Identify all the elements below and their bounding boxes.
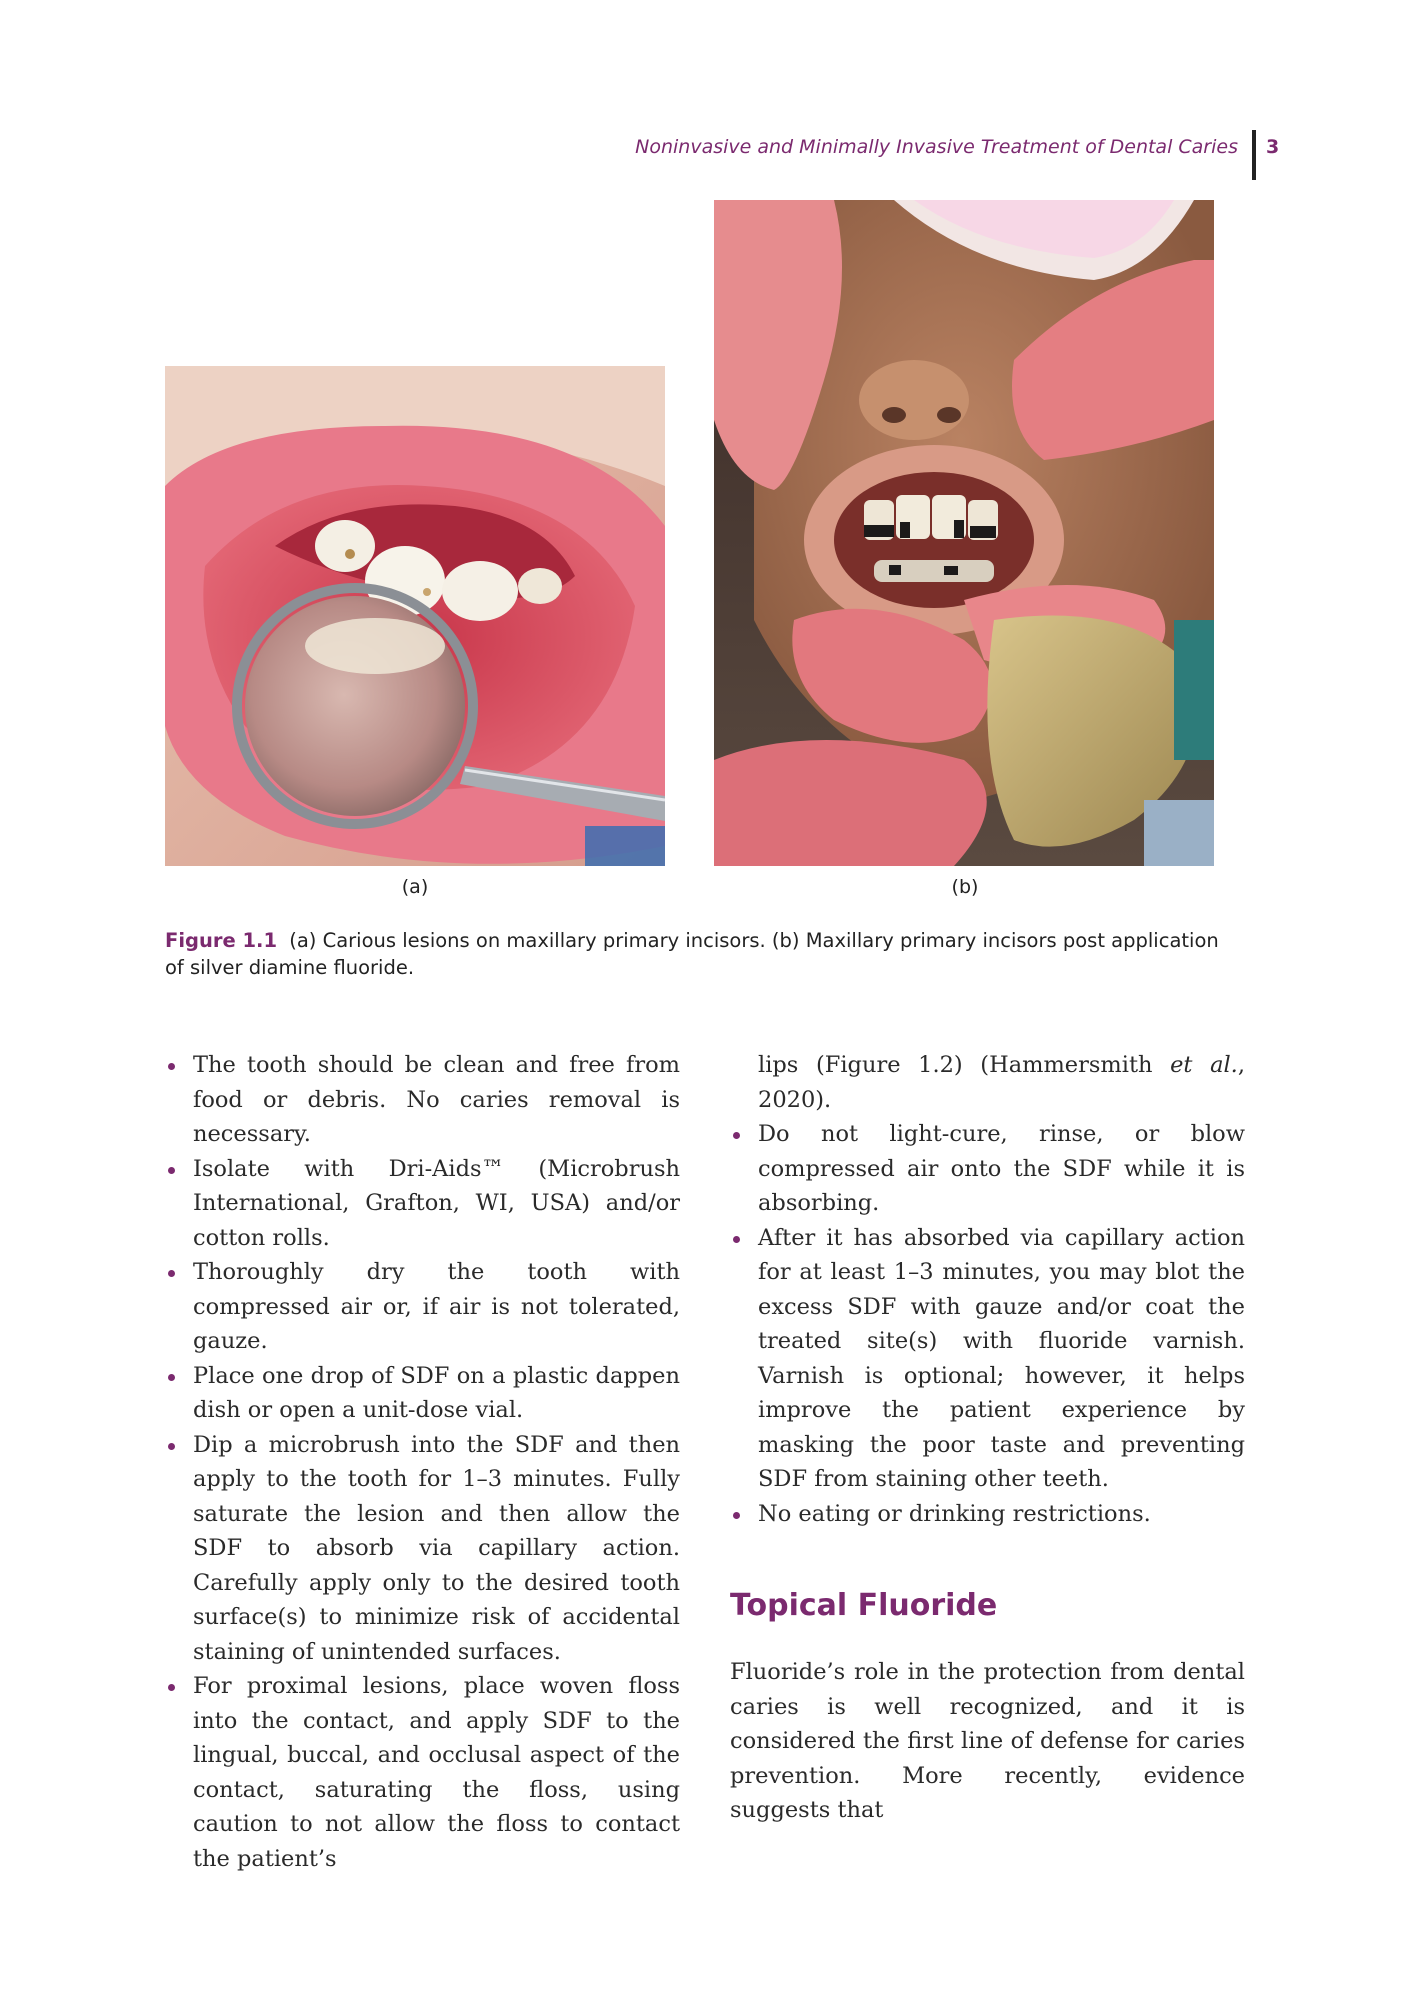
figure-caption-text: (a) Carious lesions on maxillary primary incisors. (b) Maxillary primary incisors post application of silver diamine fluoride. — [165, 929, 1219, 979]
photo-a-illustration — [165, 366, 665, 866]
list-item: The tooth should be clean and free from food or debris. No caries removal is necessary. — [165, 1048, 680, 1152]
list-item: Do not light-cure, rinse, or blow compressed air onto the SDF while it is absorbing. — [730, 1117, 1245, 1221]
list-item: For proximal lesions, place woven floss into the contact, and apply SDF to the lingual, buccal, and occlusal aspect of the contact, saturating the floss, using caution to not allow the floss to contact the patient’s — [165, 1669, 680, 1876]
bullet-continuation — [730, 1048, 1245, 1117]
body-paragraph: Fluoride’s role in the protection from dental caries is well recognized, and it is considered the first line of defense for caries prevention. More recently, evidence suggests that — [730, 1659, 1245, 1823]
section-heading: Topical Fluoride — [730, 1588, 998, 1623]
right-bullet-list — [730, 1117, 1245, 1531]
continuation-post: , 2020). — [758, 1052, 1245, 1113]
left-column — [165, 1048, 680, 1876]
list-item: Isolate with Dri-Aids™ (Microbrush International, Grafton, WI, USA) and/or cotton rolls. — [165, 1152, 680, 1256]
panel-label-a: (a) — [401, 876, 429, 898]
continuation-em: et al. — [1170, 1052, 1238, 1078]
list-item: Dip a microbrush into the SDF and then apply to the tooth for 1–3 minutes. Fully saturate the lesion and then allow the SDF to absorb via capillary action. Carefully apply only to the desired tooth surface(s) to minimize risk of accidental staining of unintended surfaces. — [165, 1428, 680, 1670]
photo-carious-incisors — [165, 366, 665, 866]
list-item: After it has absorbed via capillary action for at least 1–3 minutes, you may blot the excess SDF with gauze and/or coat the treated site(s) with fluoride varnish. Varnish is optional; however, it helps improve the patient experience by masking the poor taste and preventing SDF from staining other teeth. — [730, 1221, 1245, 1497]
page-number: 3 — [1266, 136, 1280, 158]
photo-incisors-post-sdf — [714, 200, 1214, 866]
list-item: No eating or drinking restrictions. — [730, 1497, 1245, 1532]
list-item: Place one drop of SDF on a plastic dappen dish or open a unit-dose vial. — [165, 1359, 680, 1428]
right-column — [730, 1048, 1245, 1828]
figure-caption — [165, 927, 1235, 981]
figure-label: Figure 1.1 — [165, 929, 278, 952]
panel-label-b: (b) — [951, 876, 979, 898]
list-item: Thoroughly dry the tooth with compressed air or, if air is not tolerated, gauze. — [165, 1255, 680, 1359]
left-bullet-list — [165, 1048, 680, 1876]
header-rule — [1252, 130, 1256, 180]
continuation-pre: lips (Figure 1.2) (Hammersmith — [758, 1052, 1171, 1078]
running-title: Noninvasive and Minimally Invasive Treatment of Dental Caries — [635, 136, 1238, 158]
photo-b-illustration — [714, 200, 1214, 866]
